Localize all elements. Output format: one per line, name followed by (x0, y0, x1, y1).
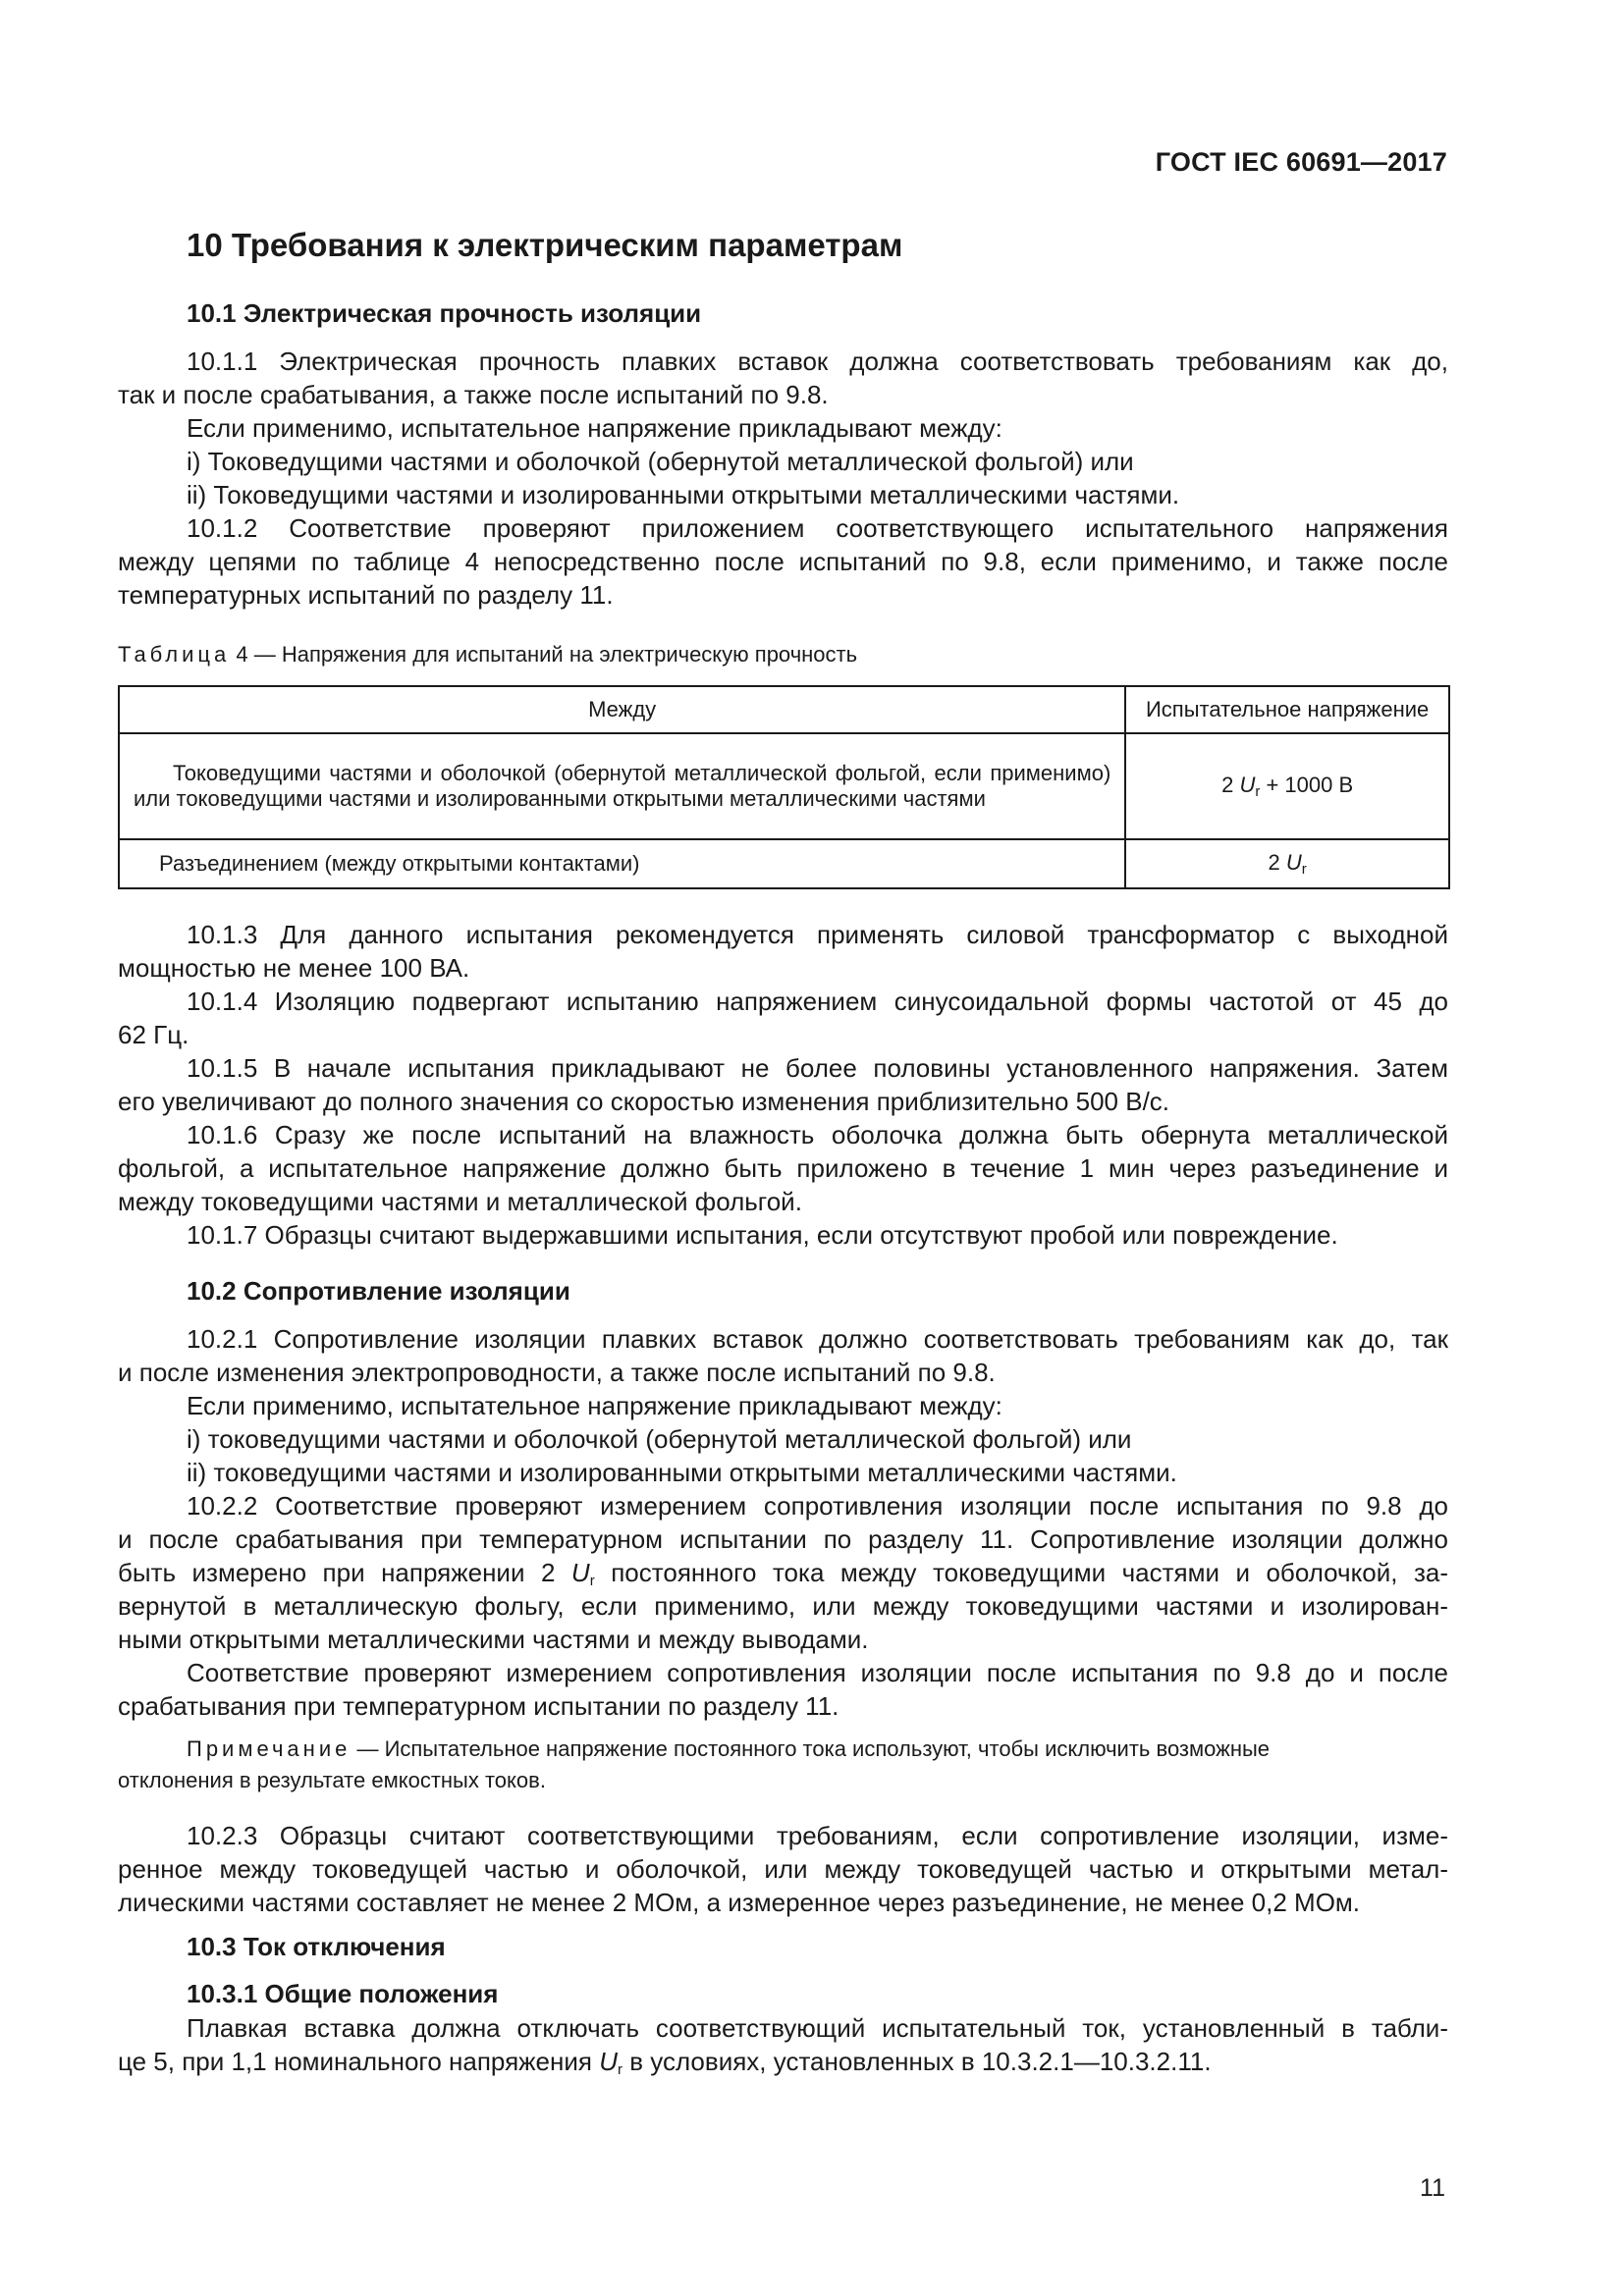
subsection-title-10-2: 10.2 Сопротивление изоляции (187, 1276, 570, 1306)
table-cell-between: Разъединением (между открытыми контактами) (119, 839, 1125, 888)
paragraph-line: 10.2.3 Образцы считают соответствующими требованиям, если сопротивление изоляции, изме- (187, 1821, 1448, 1850)
paragraph-line: це 5, при 1,1 номинального напряжения $U_r$ в условиях, установленных в 10.3.2.1—10.3.2.11. (118, 2047, 1212, 2078)
paragraph-line: 10.1.6 Сразу же после испытаний на влажность оболочка должна быть обернута металлической (187, 1120, 1448, 1149)
paragraph-line: 10.2.2 Соответствие проверяют измерением сопротивления изоляции после испытания по 9.8 до (187, 1491, 1448, 1521)
table-cell-between: Токоведущими частями и оболочкой (обернутой металлической фольгой, если применимо) или токоведущими частями и изолированными открытыми металлическими частями (119, 733, 1125, 839)
note-label: Примечание (187, 1736, 352, 1761)
table-header-between: Между (119, 686, 1125, 733)
list-item: ii) Токоведущими частями и изолированными открытыми металлическими частями. (187, 480, 1180, 509)
table-header-voltage: Испытательное напряжение (1125, 686, 1449, 733)
table-caption-label: Таблица (118, 642, 231, 667)
list-item: i) токоведущими частями и оболочкой (обернутой металлической фольгой) или (187, 1424, 1132, 1454)
table-caption-text: 4 — Напряжения для испытаний на электрическую прочность (236, 642, 858, 667)
section-title: 10 Требования к электрическим параметрам (187, 227, 903, 263)
paragraph-line: лическими частями составляет не менее 2 МОм, а измеренное через разъединение, не менее 0,2 МОм. (118, 1888, 1361, 1917)
paragraph-line: его увеличивают до полного значения со скоростью изменения приблизительно 500 В/с. (118, 1087, 1170, 1116)
paragraph-line: 10.1.4 Изоляцию подвергают испытанию напряжением синусоидальной формы частотой от 45 до (187, 987, 1448, 1016)
table-cell-voltage: 2 $U_r + 1000$ В (1125, 733, 1449, 839)
document-header: ГОСТ IEC 60691—2017 (1155, 147, 1447, 177)
note-line: отклонения в результате емкостных токов. (118, 1768, 546, 1792)
paragraph-line: быть измерено при напряжении 2 $U_r$ постоянного тока между токоведущими частями и оболочкой, за- (118, 1558, 1449, 1589)
paragraph-line: между цепями по таблице 4 непосредственно после испытаний по 9.8, если применимо, и также после (118, 547, 1448, 576)
paragraph-line: и после срабатывания при температурном испытании по разделу 11. Сопротивление изоляции должно (118, 1524, 1448, 1554)
table-cell-voltage: 2 $U_r$ (1125, 839, 1449, 888)
paragraph-line: 10.1.2 Соответствие проверяют приложением соответствующего испытательного напряжения (187, 513, 1448, 543)
paragraph-line: 10.1.5 В начале испытания прикладывают не более половины установленного напряжения. Затем (187, 1053, 1448, 1083)
table-row (119, 733, 1449, 839)
paragraph-line: температурных испытаний по разделу 11. (118, 580, 614, 610)
paragraph-line: Плавкая вставка должна отключать соответствующий испытательный ток, установленный в табли- (187, 2013, 1448, 2043)
note: Примечание — Испытательное напряжение постоянного тока используют, чтобы исключить возможные (187, 1736, 1271, 1761)
paragraph-line: ными открытыми металлическими частями и между выводами. (118, 1625, 869, 1654)
paragraph-line: между токоведущими частями и металлической фольгой. (118, 1187, 802, 1216)
list-item: i) Токоведущими частями и оболочкой (обернутой металлической фольгой) или (187, 447, 1134, 476)
subsection-title-10-3: 10.3 Ток отключения (187, 1932, 446, 1961)
paragraph-line: 10.1.7 Образцы считают выдержавшими испытания, если отсутствуют пробой или повреждение. (187, 1220, 1338, 1250)
paragraph-line: Если применимо, испытательное напряжение прикладывают между: (187, 413, 1002, 443)
paragraph-line: вернутой в металлическую фольгу, если применимо, или между токоведущими частями и изолирован- (118, 1591, 1448, 1621)
paragraph-line: 10.1.1 Электрическая прочность плавких вставок должна соответствовать требованиям как до, (187, 347, 1448, 376)
table-row (119, 839, 1449, 888)
page-number: 11 (1420, 2174, 1445, 2202)
list-item: ii) токоведущими частями и изолированными открытыми металлическими частями. (187, 1458, 1177, 1487)
table-caption (118, 642, 857, 667)
paragraph-line: так и после срабатывания, а также после испытаний по 9.8. (118, 380, 829, 409)
voltage-table (118, 685, 1450, 889)
paragraph-line: 62 Гц. (118, 1020, 189, 1049)
paragraph-line: 10.2.1 Сопротивление изоляции плавких вставок должно соответствовать требованиям как до, так (187, 1324, 1448, 1354)
paragraph-line: мощностью не менее 100 ВА. (118, 953, 470, 983)
paragraph-line: срабатывания при температурном испытании по разделу 11. (118, 1691, 839, 1721)
paragraph-line: Соответствие проверяют измерением сопротивления изоляции после испытания по 9.8 до и после (187, 1658, 1448, 1687)
paragraph-line: ренное между токоведущей частью и оболочкой, или между токоведущей частью и открытыми метал- (118, 1854, 1448, 1884)
subsection-title-10-1: 10.1 Электрическая прочность изоляции (187, 298, 702, 328)
subsection-title-10-3-1: 10.3.1 Общие положения (187, 1979, 499, 2008)
paragraph-line: фольгой, а испытательное напряжение должно быть приложено в течение 1 мин через разъединение и (118, 1153, 1448, 1183)
paragraph-line: Если применимо, испытательное напряжение прикладывают между: (187, 1391, 1002, 1420)
paragraph-line: 10.1.3 Для данного испытания рекомендуется применять силовой трансформатор с выходной (187, 920, 1448, 949)
paragraph-line: и после изменения электропроводности, а также после испытаний по 9.8. (118, 1358, 996, 1387)
